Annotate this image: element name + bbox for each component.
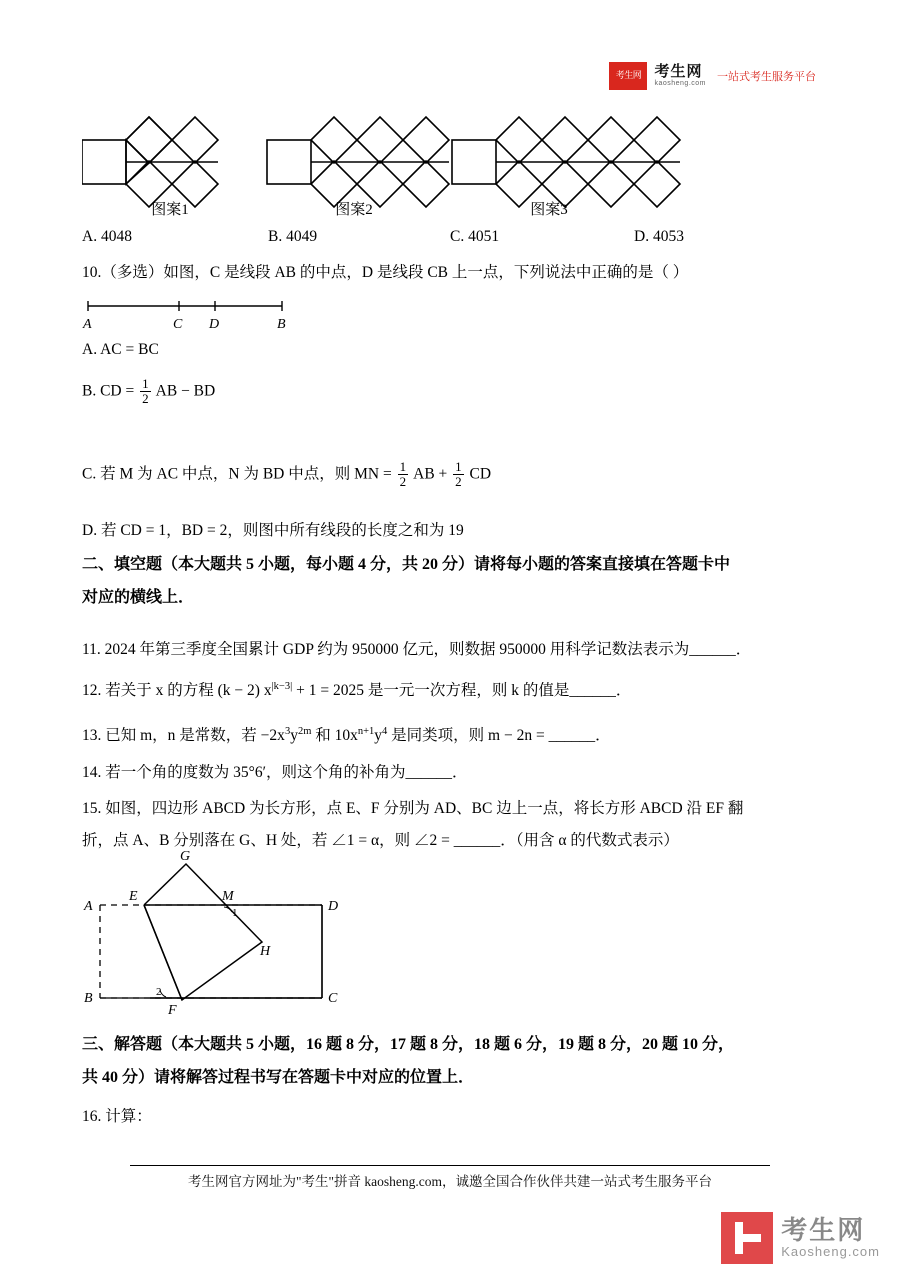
footer-logo-text [781, 1216, 880, 1261]
question10-option-c-fraction-2 [453, 460, 464, 488]
question10-option-c-prefix: C. 若 M 为 AC 中点，N 为 BD 中点，则 MN = [82, 465, 392, 483]
footer-logo-title-cn: 考生网 [781, 1214, 866, 1245]
question13-exponent-3: n+1 [357, 725, 375, 737]
fraction-numerator: 1 [399, 459, 407, 474]
logo-text [654, 64, 706, 88]
question9-option-a: A. 4048 [82, 228, 132, 245]
svg-text:A: A [83, 317, 92, 332]
section3-heading-line2: 共 40 分）请将解答过程书写在答题卡中对应的位置上． [82, 1069, 475, 1086]
question13-prefix: 13. 已知 m，n 是常数，若 −2x [82, 727, 285, 744]
question10-option-d: D. 若 CD = 1，BD = 2，则图中所有线段的长度之和为 19 [82, 522, 464, 539]
svg-text:C: C [328, 991, 338, 1006]
question10-option-a: A. AC = BC [82, 341, 159, 358]
segment-figure-svg [82, 292, 382, 334]
question13-suffix: 是同类项，则 m − 2n = ______． [387, 727, 611, 744]
svg-text:G: G [180, 850, 191, 864]
svg-text:B: B [84, 991, 93, 1006]
section2-heading [82, 548, 822, 614]
fraction-numerator: 1 [455, 459, 462, 474]
question10-option-b-fraction [140, 377, 151, 405]
fraction-denominator: 2 [142, 390, 149, 406]
svg-text:D: D [209, 317, 220, 332]
question15 [82, 793, 822, 857]
svg-text:A: A [84, 899, 93, 914]
question10-option-c-mid: AB + [413, 465, 448, 483]
question12-suffix: + 1 = 2025 是一元一次方程，则 k 的值是______． [292, 682, 632, 699]
question13-mid-2: 和 10x [311, 727, 358, 744]
footer-divider [130, 1165, 770, 1166]
question9-option-b: B. 4049 [268, 228, 318, 245]
footer-note: 考生网官方网址为"考生"拼音 kaosheng.com，诚邀全国合作伙伴共建一站式考生服务平台 [187, 1174, 712, 1189]
figure-caption-2: 图案2 [335, 202, 373, 218]
site-logo [609, 62, 816, 90]
question12 [82, 678, 822, 700]
svg-text:C: C [173, 317, 183, 332]
footer-logo-title-en: Kaosheng.com [781, 1244, 880, 1260]
question12-prefix: 12. 若关于 x 的方程 (k − 2) x [82, 682, 272, 699]
fraction-numerator: 1 [142, 376, 149, 391]
question10-option-b-suffix: AB − BD [155, 382, 216, 400]
section3-heading-line1: 三、解答题（本大题共 5 小题，16 题 8 分，17 题 8 分，18 题 6 分，19 题 8 分，20 题 10 分， [82, 1036, 735, 1053]
question16: 16. 计算： [82, 1108, 152, 1125]
folded-rectangle-figure [82, 850, 412, 1020]
question10-option-b-prefix: B. CD = [82, 382, 135, 400]
question13-exponent-4: 4 [382, 725, 388, 737]
logo-slogan: 一站式考生服务平台 [717, 71, 816, 83]
question13-mid-1: y [290, 727, 298, 744]
svg-text:M: M [222, 889, 234, 904]
question9-option-c: C. 4051 [450, 228, 500, 245]
fraction-denominator: 2 [399, 473, 407, 489]
section2-heading-line2: 对应的横线上． [82, 589, 195, 606]
question10-option-b [82, 378, 822, 406]
svg-text:E: E [129, 889, 138, 904]
question10-option-c-fraction-1 [398, 460, 409, 488]
question12-exponent: |k−3| [271, 680, 293, 692]
question13-exponent-1: 3 [284, 725, 291, 737]
question11: 11. 2024 年第三季度全国累计 GDP 约为 950000 亿元，则数据 950000 用科学记数法表示为______． [82, 641, 752, 658]
question10-stem: 10.（多选）如图，C 是线段 AB 的中点，D 是线段 CB 上一点，下列说法中正确的是（ ） [82, 264, 689, 281]
figure-caption-3: 图案3 [530, 202, 568, 218]
folded-rectangle-svg [82, 850, 412, 1020]
svg-text:F: F [168, 1003, 177, 1018]
svg-text:1: 1 [232, 907, 238, 919]
svg-text:2: 2 [156, 986, 162, 998]
question10-option-c-suffix: CD [469, 465, 492, 483]
section2-heading-line1: 二、填空题（本大题共 5 小题，每小题 4 分，共 20 分）请将每小题的答案直接填在答题卡中 [82, 556, 731, 573]
question13-exponent-2: 2m [297, 725, 312, 737]
logo-mark-icon: 考生网 [609, 62, 647, 90]
question13 [82, 723, 822, 745]
figure-caption-1: 图案1 [151, 202, 189, 218]
section3-heading [82, 1028, 822, 1094]
segment-figure [82, 292, 382, 332]
svg-text:H: H [260, 944, 271, 959]
question15-line1: 15. 如图，四边形 ABCD 为长方形，点 E、F 分别为 AD、BC 边上一点，将长方形 ABCD 沿 EF 翻 [82, 800, 744, 817]
question10-option-c [82, 461, 822, 489]
logo-title-cn: 考生网 [654, 62, 703, 80]
footer-logo [721, 1212, 880, 1264]
question13-mid-3: y [374, 727, 383, 744]
question15-line2: 折，点 A、B 分别落在 G、H 处，若 ∠1 = α，则 ∠2 = ______．（用含 α 的代数式表示） [82, 832, 679, 849]
svg-text:D: D [328, 899, 339, 914]
fraction-denominator: 2 [455, 473, 462, 489]
question9-option-d: D. 4053 [634, 228, 684, 245]
footer-logo-mark-icon [721, 1212, 773, 1264]
question14: 14. 若一个角的度数为 35°6′，则这个角的补角为______． [82, 764, 468, 781]
logo-title-en: kaosheng.com [654, 80, 706, 88]
svg-text:B: B [277, 317, 286, 332]
